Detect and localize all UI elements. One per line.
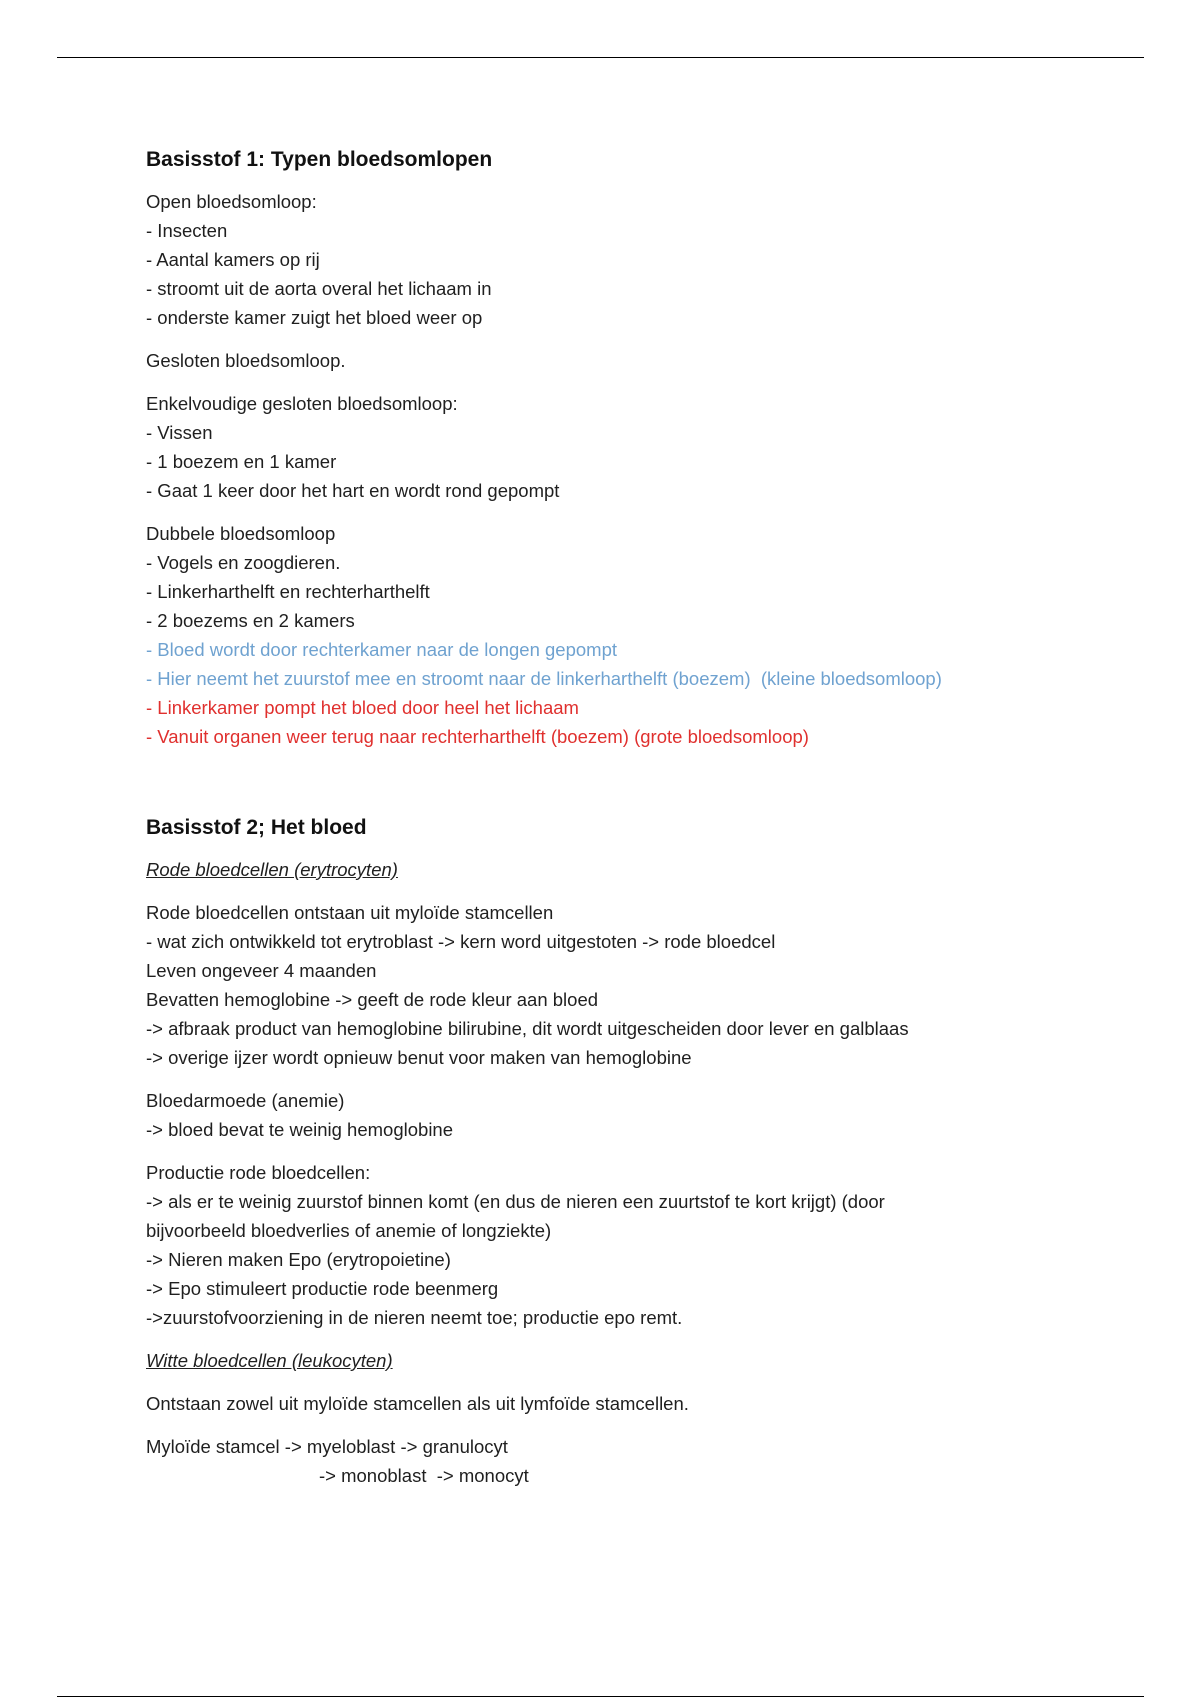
rode-subheading: Rode bloedcellen (erytrocyten) [146, 859, 398, 880]
list-item-red: - Vanuit organen weer terug naar rechterharthelft (boezem) (grote bloedsomloop) [146, 726, 809, 747]
paragraph-line: -> Epo stimuleert productie rode beenmerg [146, 1278, 499, 1299]
list-item: - Gaat 1 keer door het hart en wordt rond gepompt [146, 480, 560, 501]
paragraph-line: ->zuurstofvoorziening in de nieren neemt toe; productie epo remt. [146, 1307, 683, 1328]
paragraph-line: Productie rode bloedcellen: [146, 1162, 371, 1183]
paragraph-line: Myloïde stamcel -> myeloblast -> granulocyt [146, 1436, 508, 1457]
bottom-rule [57, 1696, 1144, 1697]
list-item: - Vogels en zoogdieren. [146, 552, 341, 573]
list-item-red: - Linkerkamer pompt het bloed door heel het lichaam [146, 697, 579, 718]
list-item: - onderste kamer zuigt het bloed weer op [146, 307, 483, 328]
section2-heading: Basisstof 2; Het bloed [146, 816, 367, 839]
list-item: - Vissen [146, 422, 213, 443]
enkel-title: Enkelvoudige gesloten bloedsomloop: [146, 393, 458, 414]
paragraph-line: - wat zich ontwikkeld tot erytroblast -> kern word uitgestoten -> rode bloedcel [146, 931, 776, 952]
paragraph-line: Rode bloedcellen ontstaan uit myloïde stamcellen [146, 902, 554, 923]
list-item-blue: - Bloed wordt door rechterkamer naar de longen gepompt [146, 639, 617, 660]
dubbel-title: Dubbele bloedsomloop [146, 523, 336, 544]
list-item: - 2 boezems en 2 kamers [146, 610, 355, 631]
paragraph-line: -> monoblast -> monocyt [319, 1465, 529, 1486]
paragraph-line: -> overige ijzer wordt opnieuw benut voor maken van hemoglobine [146, 1047, 692, 1068]
paragraph-line: bijvoorbeeld bloedverlies of anemie of longziekte) [146, 1220, 552, 1241]
paragraph-line: -> afbraak product van hemoglobine bilirubine, dit wordt uitgescheiden door lever en galblaas [146, 1018, 909, 1039]
open-title: Open bloedsomloop: [146, 191, 317, 212]
paragraph-line: Leven ongeveer 4 maanden [146, 960, 377, 981]
paragraph-line: -> Nieren maken Epo (erytropoietine) [146, 1249, 451, 1270]
list-item: - Linkerharthelft en rechterharthelft [146, 581, 430, 602]
paragraph-line: -> bloed bevat te weinig hemoglobine [146, 1119, 454, 1140]
paragraph-line: Bloedarmoede (anemie) [146, 1090, 345, 1111]
list-item-blue: - Hier neemt het zuurstof mee en stroomt naar de linkerharthelft (boezem) (kleine bloedsomloop) [146, 668, 942, 689]
paragraph-line: -> als er te weinig zuurstof binnen komt (en dus de nieren een zuurtstof te kort krijgt) (door [146, 1191, 885, 1212]
list-item: - stroomt uit de aorta overal het lichaam in [146, 278, 492, 299]
document-body [146, 143, 1076, 1490]
witte-subheading: Witte bloedcellen (leukocyten) [146, 1350, 393, 1371]
top-rule [57, 57, 1144, 58]
section1-heading: Basisstof 1: Typen bloedsomlopen [146, 148, 493, 171]
gesloten-title: Gesloten bloedsomloop. [146, 350, 346, 371]
paragraph-line: Ontstaan zowel uit myloïde stamcellen als uit lymfoïde stamcellen. [146, 1393, 689, 1414]
list-item: - Insecten [146, 220, 228, 241]
list-item: - 1 boezem en 1 kamer [146, 451, 337, 472]
paragraph-line: Bevatten hemoglobine -> geeft de rode kleur aan bloed [146, 989, 599, 1010]
list-item: - Aantal kamers op rij [146, 249, 320, 270]
